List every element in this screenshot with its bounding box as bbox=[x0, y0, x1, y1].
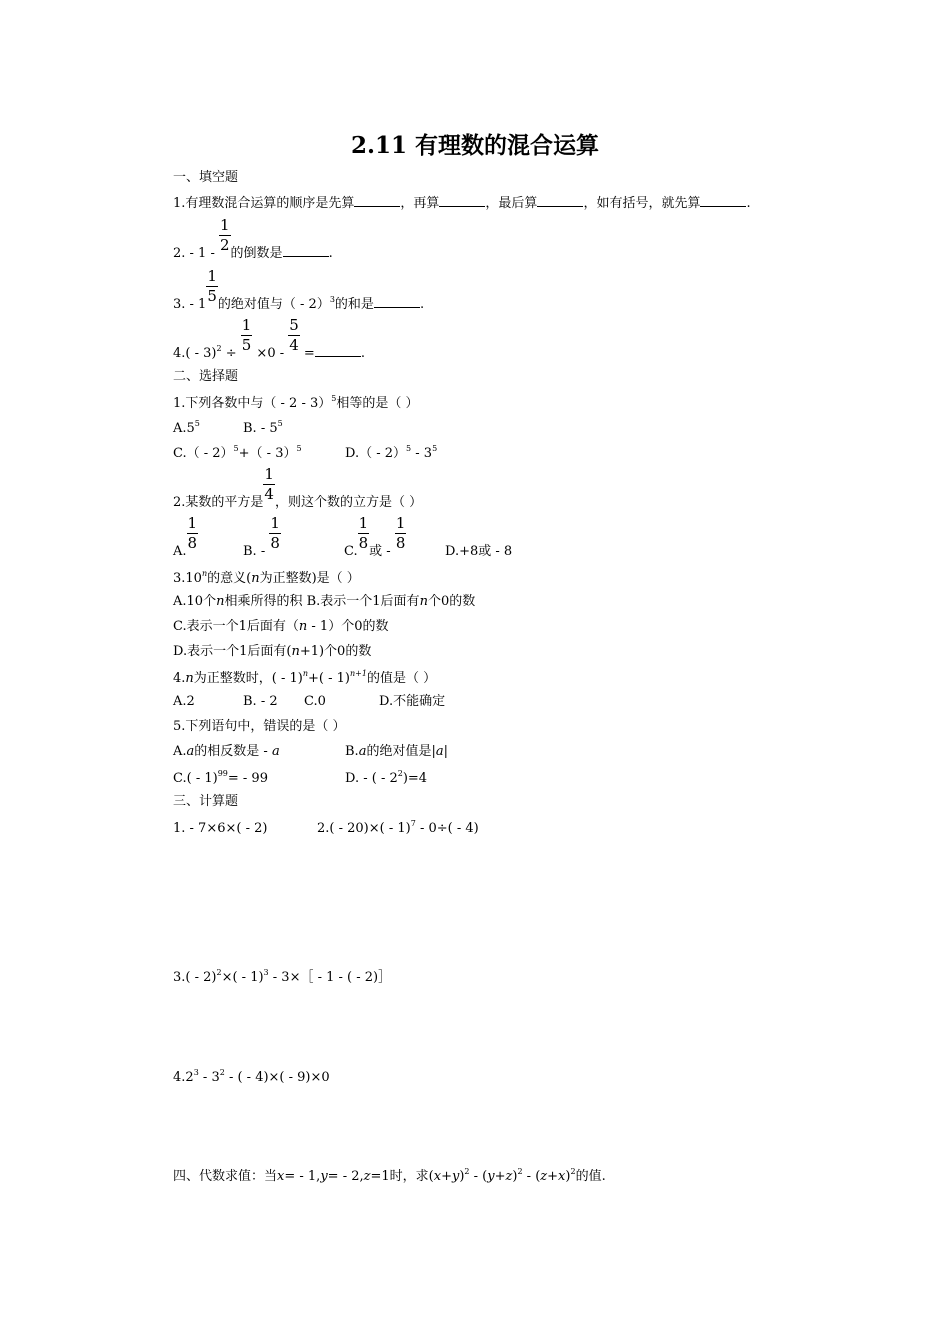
fraction: $\frac{1}{2}$ bbox=[220, 216, 230, 254]
mc-question-3-option-d[interactable]: D.表示一个1后面有(n+1)个0的数 bbox=[173, 644, 372, 659]
calc-question-4: $4.2^3 - 3^2$ - ( - 4)×( - 9)×0 bbox=[173, 1068, 330, 1085]
option-d[interactable]: $D.( - 2)^5 - 3^5$ bbox=[345, 444, 438, 461]
mc-question-3-option-c[interactable]: C.表示一个1后面有（n - 1）个0的数 bbox=[173, 619, 389, 634]
calc-question-3: 3.( - 2)$^2$×( - 1)$^3$ - 3×［ - 1 - ( - 2)］ bbox=[173, 968, 392, 985]
mc-question-3: 3.10$^n$的意义(n为正整数)是（ ） bbox=[173, 569, 360, 586]
option-c[interactable]: C. $\frac{1}{8}$ 或 - $\frac{1}{8}$ bbox=[344, 514, 406, 559]
calc-question-2: 2.( - 20)×( - 1)$^7$ - 0÷( - 4) bbox=[317, 819, 479, 836]
mc-question-2-options bbox=[173, 516, 512, 558]
option-a[interactable]: $A.5^5$ bbox=[173, 419, 200, 436]
option-b[interactable]: B. - $\frac{1}{8}$ bbox=[243, 514, 280, 559]
option-b[interactable]: B.a的绝对值是|a| bbox=[345, 744, 448, 759]
answer-blank[interactable] bbox=[283, 246, 329, 257]
option-a[interactable]: A. $\frac{1}{8}$ bbox=[173, 514, 198, 559]
option-d[interactable]: D.+8或 - 8 bbox=[445, 544, 513, 559]
fraction: $\frac{1}{5}$ bbox=[241, 316, 252, 354]
section-heading-fill-blank: 一、填空题 bbox=[173, 170, 239, 185]
question-3-fill: 3. - 1 $\frac{1}{5}$ 的绝对值与（ - 2）$^3$的和是 . bbox=[173, 267, 425, 312]
fraction: $\frac{1}{4}$ bbox=[264, 465, 274, 503]
answer-blank[interactable] bbox=[700, 196, 746, 207]
question-1-fill: 1.有理数混合运算的顺序是先算 ，再算 ，最后算 ，如有括号，就先算 . bbox=[173, 196, 751, 211]
option-d[interactable]: D.不能确定 bbox=[379, 694, 446, 709]
option-a[interactable]: A.a的相反数是 - a bbox=[173, 744, 280, 759]
option-c[interactable]: C.0 bbox=[304, 694, 326, 709]
answer-blank[interactable] bbox=[439, 196, 485, 207]
option-c[interactable]: C.( - 1)$^{99}$= - 99 bbox=[173, 769, 268, 786]
mc-question-5-options-ab bbox=[173, 745, 448, 758]
question-4-fill: 4.( - 3)$^2$ ÷ $\frac{1}{5}$ ×0 - $\frac{5}{4}$ = . bbox=[173, 316, 365, 361]
option-a[interactable]: A.10个n相乘所得的积 bbox=[173, 594, 303, 609]
fraction: $\frac{5}{4}$ bbox=[289, 316, 299, 354]
mc-question-2: 2.某数的平方是 $\frac{1}{4}$ ，则这个数的立方是（ ） bbox=[173, 465, 423, 510]
mc-question-4-options bbox=[173, 695, 445, 708]
mc-question-1-options-ab bbox=[173, 420, 283, 435]
answer-blank[interactable] bbox=[315, 346, 361, 357]
answer-blank[interactable] bbox=[537, 196, 583, 207]
page-title: 2.11 有理数的混合运算 bbox=[350, 132, 600, 159]
option-c[interactable]: C.（ - 2）$^5$+（ - 3）$^5$ bbox=[173, 444, 302, 461]
mc-question-1-options-cd bbox=[173, 445, 437, 460]
option-d[interactable]: D. - ( - $2^2)=4$ bbox=[345, 769, 428, 786]
mc-question-3-options-ab bbox=[173, 595, 475, 608]
option-b[interactable]: B.表示一个1后面有n个0的数 bbox=[302, 594, 476, 609]
mc-question-4: 4.n为正整数时，( - 1)$^n$+( - 1)$^{n+1}$的值是（ ） bbox=[173, 669, 437, 686]
calc-question-1: 1. - 7×6×( - 2) bbox=[173, 821, 268, 836]
calc-questions-1-2 bbox=[173, 820, 479, 835]
mc-question-5-options-cd bbox=[173, 770, 427, 785]
answer-blank[interactable] bbox=[374, 297, 420, 308]
section-heading-multiple-choice: 二、选择题 bbox=[173, 369, 239, 384]
fraction: $\frac{1}{5}$ bbox=[207, 267, 217, 305]
mc-question-1: 1.下列各数中与（ - 2 - 3）$^5$相等的是（ ） bbox=[173, 394, 419, 411]
mc-question-5: 5.下列语句中，错误的是（ ） bbox=[173, 719, 346, 734]
option-b[interactable]: B. - $5^5$ bbox=[243, 419, 283, 436]
answer-blank[interactable] bbox=[354, 196, 400, 207]
option-b[interactable]: B. - 2 bbox=[243, 694, 278, 709]
section-heading-calculation: 三、计算题 bbox=[173, 794, 239, 809]
section-algebraic-evaluation: 四、代数求值：当x= - 1,y= - 2,z=1时，求$(x+y)^2 - (y+z)^2 - (z+x)^2$的值. bbox=[173, 1167, 606, 1184]
option-a[interactable]: A.2 bbox=[173, 694, 195, 709]
question-2-fill: 2. - 1 - $\frac{1}{2}$ 的倒数是 . bbox=[173, 216, 333, 261]
